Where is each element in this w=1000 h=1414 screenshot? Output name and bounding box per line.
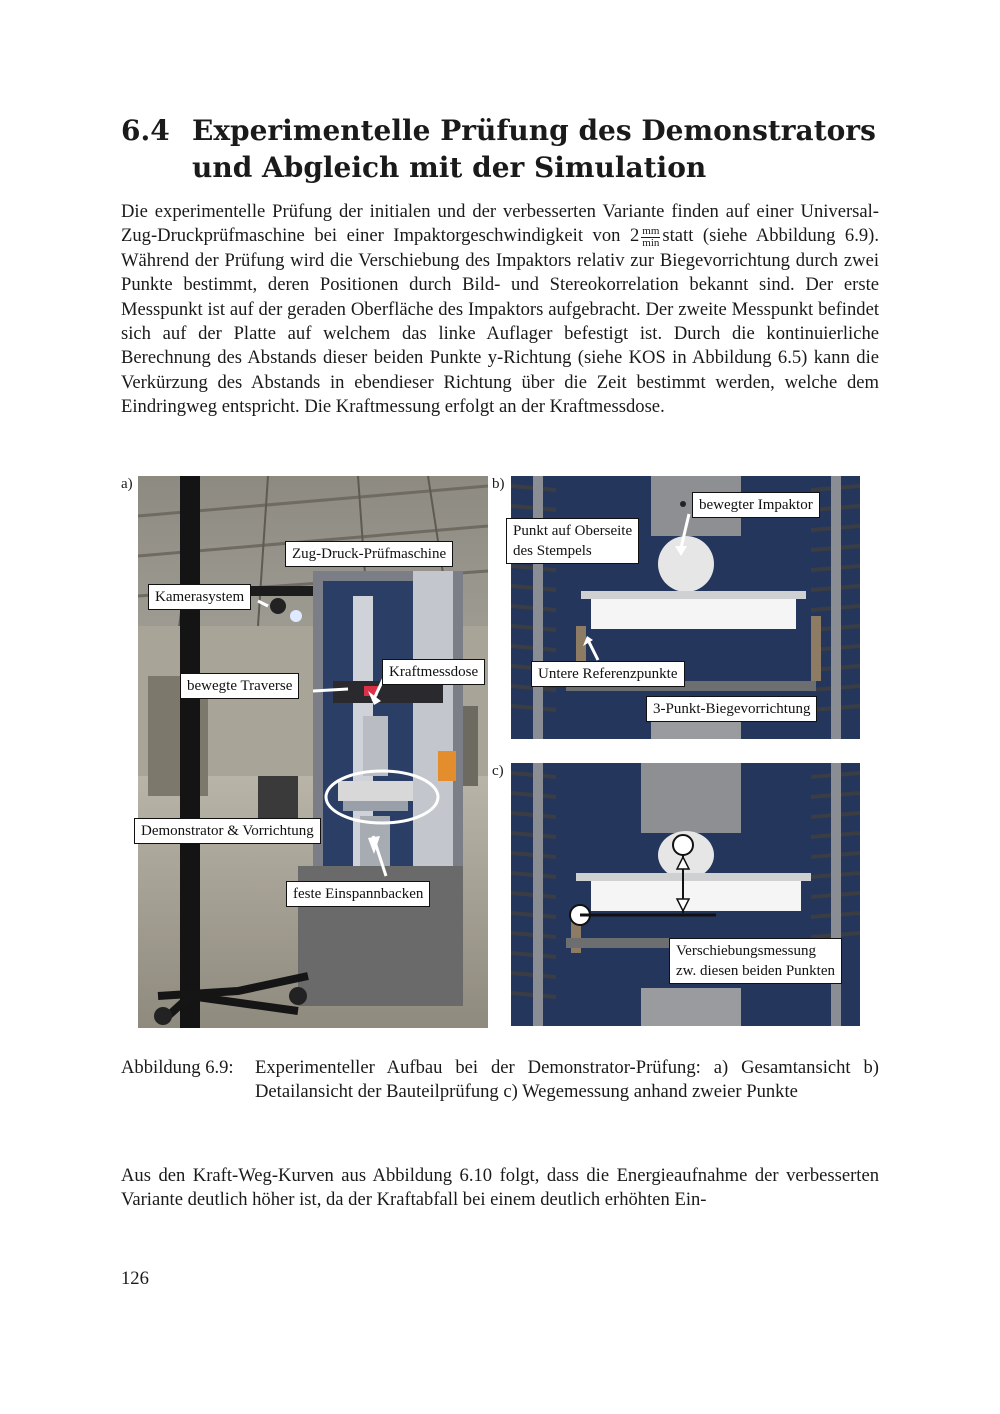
callout-moving-impactor: bewegter Impaktor: [692, 492, 820, 518]
paragraph-text-part1: Die experimentelle Prüfung der initialen und der verbesserten Variante finden auf einer Universal-Zug-Druckprüfmaschine bei einer Impaktorgeschwindigkeit von 2: [121, 201, 879, 247]
caption-label: Abbildung 6.9:: [121, 1057, 234, 1078]
displacement-measurement-illustration: [511, 763, 860, 1026]
paragraph-text-part2: statt (siehe Abbildung 6.9). Während der Prüfung wird die Verschiebung des Impaktors relativ zur Biegevorrichtung durch zwei Punkte bestimmt, deren Positionen durch Bild- und Stereokorrelation bekannt sind. Der erste Messpunkt ist auf der geraden Oberfläche des Impaktors aufgebracht. Der zweite Messpunkt befindet sich auf der Platte auf welchem das linke Auflager befestigt ist. Durch die kontinuierliche Berechnung des Abstands dieser beiden Punkte y-Richtung (siehe KOS in Abbildung 6.5) kann die Verkürzung des Abstands in ebendieser Richtung über die Zeit bestimmt werden, welche dem Eindringweg entspricht. Die Kraftmessung erfolgt an der Kraftmessdose.: [121, 225, 879, 418]
section-title: Experimentelle Prüfung des Demonstrators und Abgleich mit der Simulation: [192, 114, 876, 184]
callout-lower-reference-points: Untere Referenzpunkte: [531, 661, 685, 687]
callout-displacement-line2: zw. diesen beiden Punkten: [676, 963, 835, 979]
callout-top-punch-point: [506, 518, 639, 564]
page-number: 126: [121, 1268, 149, 1289]
callout-top-punch-point-line2: des Stempels: [513, 543, 592, 559]
caption-text: Experimenteller Aufbau bei der Demonstrator-Prüfung: a) Gesamtansicht b) Detailansicht der Bauteilprüfung c) Wegemessung anhand zweier Punkte: [255, 1057, 879, 1103]
section-number: 6.4: [121, 114, 170, 147]
callout-demonstrator: Demonstrator & Vorrichtung: [134, 818, 321, 844]
callout-fixed-jaws: feste Einspannbacken: [286, 881, 430, 907]
fraction-numerator: mm: [642, 224, 660, 237]
paragraph-results: Aus den Kraft-Weg-Kurven aus Abbildung 6.10 folgt, dass die Energieaufnahme der verbesserten Variante deutlich höher ist, da der Kraftabfall bei einem deutlich erhöhten Ein-: [121, 1165, 879, 1211]
callout-displacement-measurement: [669, 938, 842, 984]
panel-b-label: b): [492, 476, 505, 492]
panel-c-photo: [511, 763, 860, 1026]
callout-camera-system: Kamerasystem: [148, 584, 251, 610]
callout-load-cell: Kraftmessdose: [382, 659, 485, 685]
callout-machine: Zug-Druck-Prüfmaschine: [285, 541, 453, 567]
panel-a-label: a): [121, 476, 133, 492]
callout-displacement-line1: Verschiebungsmessung: [676, 943, 816, 959]
unit-fraction: [641, 226, 660, 249]
callout-moving-crosshead: bewegte Traverse: [180, 673, 299, 699]
paragraph-intro: [121, 200, 879, 420]
fraction-denominator: min: [642, 236, 660, 249]
callout-top-punch-point-line1: Punkt auf Oberseite: [513, 523, 633, 539]
callout-3-point-bending-fixture: 3-Punkt-Biegevorrichtung: [646, 696, 817, 722]
panel-c-label: c): [492, 763, 504, 779]
